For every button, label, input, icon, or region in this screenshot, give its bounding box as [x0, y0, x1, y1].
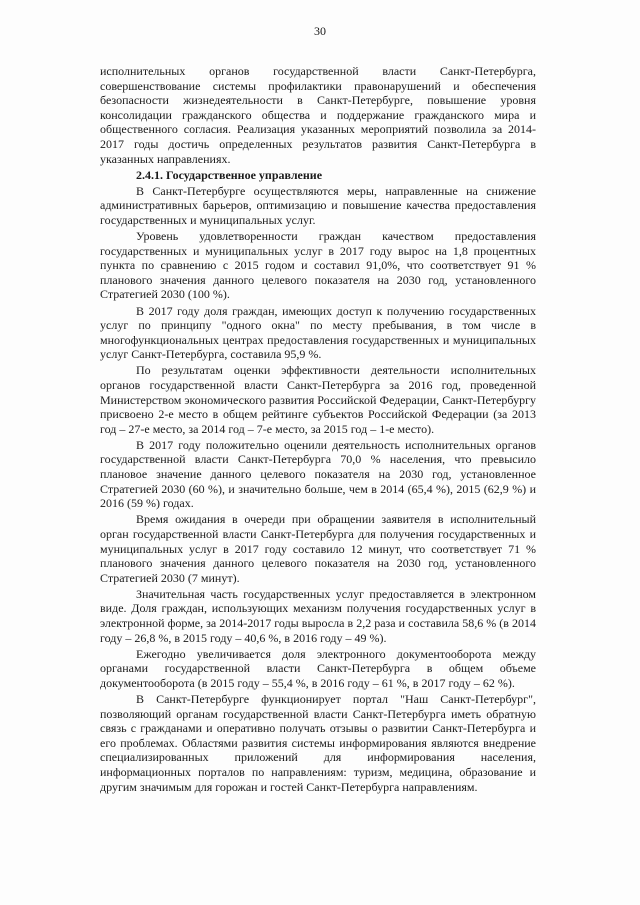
paragraph: В Санкт-Петербурге осуществляются меры, направленные на снижение административных барьеров, оптимизацию и повышение качества предоставления государственных и муниципальных услуг.	[100, 183, 536, 227]
paragraph: Уровень удовлетворенности граждан качеством предоставления государственных и муниципальных услуг в 2017 году вырос на 1,8 процентных пункта по сравнению с 2015 годом и составил 91,0%, что соответствует 91 % планового значения данного целевого показателя на 2030 год, установленного Стратегией 2030 (100 %).	[100, 229, 536, 302]
paragraph: По результатам оценки эффективности деятельности исполнительных органов государственной власти Санкт-Петербурга за 2016 год, проведенной Министерством экономического развития Российской Федерации, Санкт-Петербургу присвоено 2-е место в общем рейтинге субъектов Российской Федерации (за 2013 год – 27-е место, за 2014 год – 7-е место, за 2015 год – 1-е место).	[100, 363, 536, 436]
paragraph: В 2017 году положительно оценили деятельность исполнительных органов государственной власти Санкт-Петербурга 70,0 % населения, что превысило плановое значение данного целевого показателя на 2030 год, установленное Стратегией 2030 (60 %), и значительно больше, чем в 2014 (65,4 %), 2015 (62,9 %) и 2016 (59 %) годах.	[100, 437, 536, 511]
paragraph: Время ожидания в очереди при обращении заявителя в исполнительный орган государственной власти Санкт-Петербурга для получения государственных и муниципальных услуг в 2017 году составило 12 минут, что соответствует 71 % планового значения данного целевого показателя на 2030 год, установленного Стратегией 2030 (7 минут).	[100, 512, 536, 585]
section-heading: 2.4.1. Государственное управление	[136, 167, 323, 182]
document-body	[100, 64, 536, 796]
paragraph: В Санкт-Петербурге функционирует портал "Наш Санкт-Петербург", позволяющий органам государственной власти Санкт-Петербурга иметь обратную связь с гражданами и оперативно получать отзывы о развитии Санкт-Петербурга и его проблемах. Областями развития системы информирования являются внедрение специализированных приложений для информирования населения, информационных порталов по направлениям: туризм, медицина, образование и другим значимым для горожан и гостей Санкт-Петербурга направлениям.	[100, 691, 536, 794]
paragraph: исполнительных органов государственной власти Санкт-Петербурга, совершенствование системы профилактики правонарушений и обеспечения безопасности жизнедеятельности в Санкт-Петербурге, повышение уровня консолидации гражданского общества и поддержание гражданского мира и общественного согласия. Реализация указанных мероприятий позволила за 2014-2017 годы достичь определенных результатов развития Санкт-Петербурга в указанных направлениях.	[100, 64, 536, 166]
paragraph: Значительная часть государственных услуг предоставляется в электронном виде. Доля граждан, использующих механизм получения государственных услуг в электронной форме, за 2014-2017 годы выросла в 2,2 раза и составила 58,6 % (в 2014 году – 26,8 %, в 2015 году – 40,6 %, в 2016 году – 49 %).	[100, 586, 536, 645]
paragraph: Ежегодно увеличивается доля электронного документооборота между органами государственной власти Санкт-Петербурга в общем объеме документооборота (в 2015 году – 55,4 %, в 2016 году – 61 %, в 2017 году – 62 %).	[100, 646, 536, 690]
paragraph: В 2017 году доля граждан, имеющих доступ к получению государственных услуг по принципу "одного окна" по месту пребывания, в том числе в многофункциональных центрах предоставления государственных и муниципальных услуг Санкт-Петербурга, составила 95,9 %.	[100, 303, 536, 362]
page-number: 30	[314, 24, 326, 38]
